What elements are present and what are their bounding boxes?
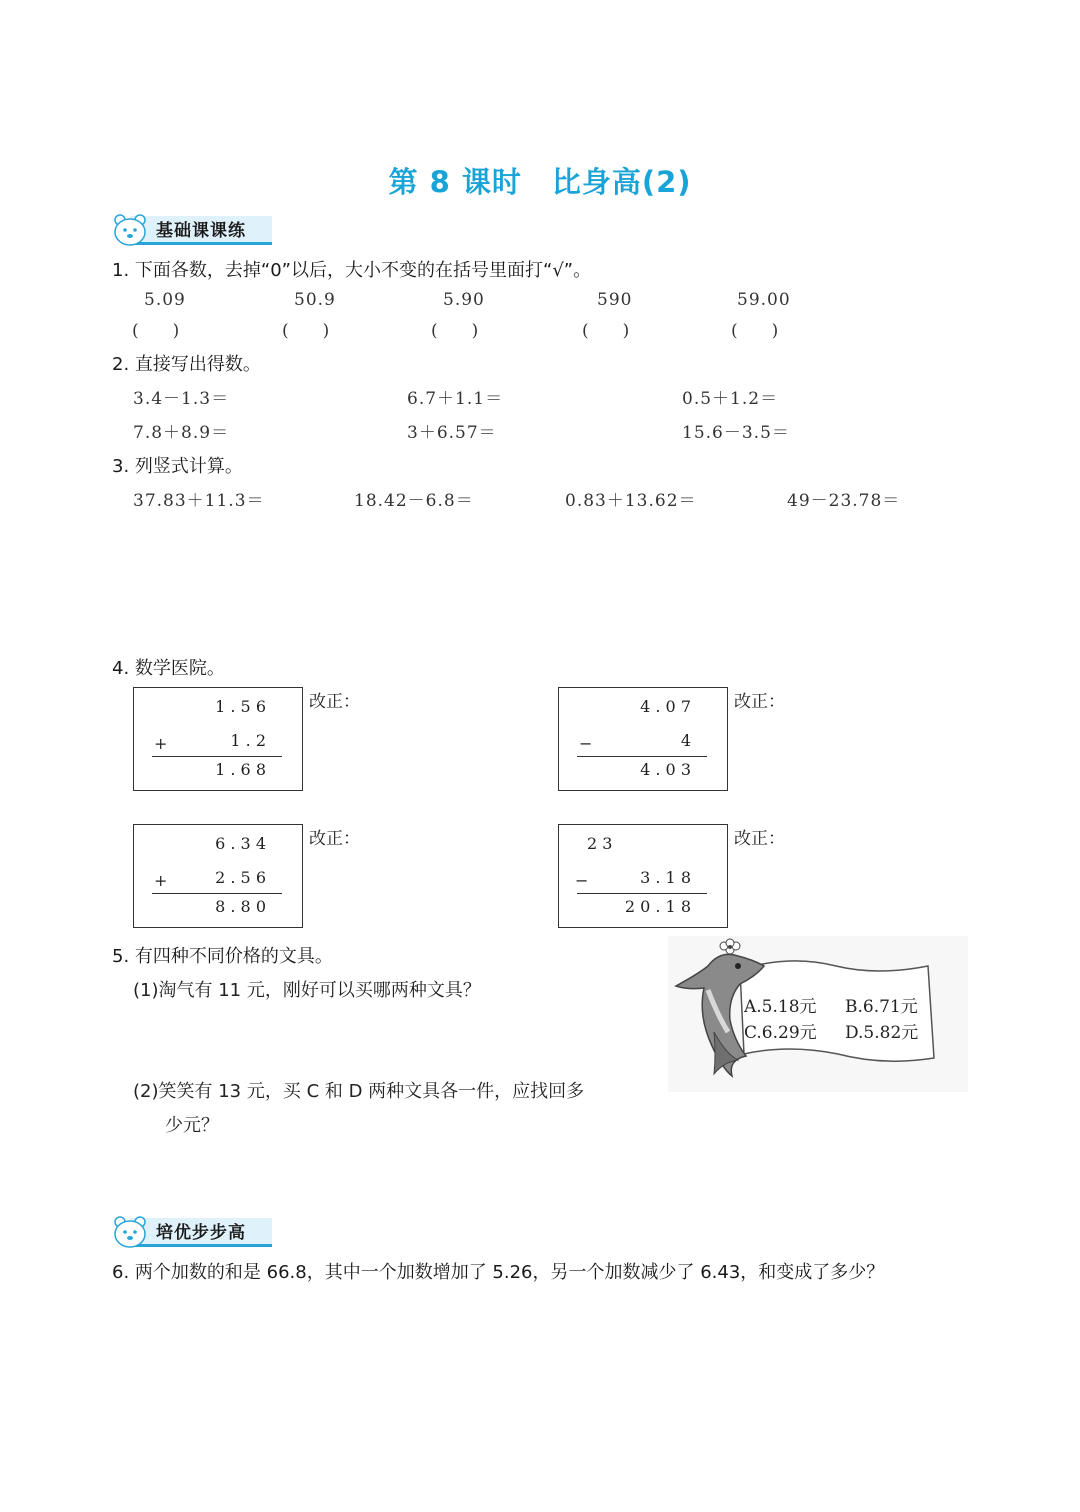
dolphin-illustration [668, 936, 968, 1092]
q2-expression: 3.4－1.3＝ [133, 389, 230, 409]
question-1: 1. 下面各数，去掉“0”以后，大小不变的在括号里面打“√”。 [112, 260, 592, 281]
q3-expression: 37.83＋11.3＝ [133, 491, 265, 511]
price-label-c: C.6.29元 [744, 1023, 817, 1043]
q1-number: 5.90 [443, 290, 485, 310]
calc-middle: 3 . 1 8 [640, 868, 691, 887]
question-2: 2. 直接写出得数。 [112, 354, 261, 375]
calc-result: 1 . 6 8 [215, 760, 266, 779]
price-label-b: B.6.71元 [845, 997, 918, 1017]
calc-operator: − [575, 871, 589, 890]
section-label: 基础课课练 [156, 221, 246, 241]
q2-expression: 3＋6.57＝ [407, 423, 497, 443]
q2-expression: 7.8＋8.9＝ [133, 423, 230, 443]
calc-box-4 [558, 824, 728, 928]
correction-label: 改正： [309, 829, 360, 849]
calc-result: 2 0 . 1 8 [624, 897, 691, 916]
calc-middle: 4 [680, 731, 691, 750]
calc-box-3 [133, 824, 303, 928]
calc-top: 6 . 3 4 [215, 834, 266, 853]
question-4: 4. 数学医院。 [112, 658, 225, 679]
question-3: 3. 列竖式计算。 [112, 456, 243, 477]
q2-expression: 15.6－3.5＝ [682, 423, 790, 443]
answer-paren[interactable]: ( ) [132, 321, 180, 341]
question-6: 6. 两个加数的和是 66.8，其中一个加数增加了 5.26，另一个加数减少了 6.43，和变成了多少？ [112, 1262, 885, 1283]
q3-expression: 49－23.78＝ [787, 491, 901, 511]
calc-operator: − [579, 734, 593, 753]
calc-top: 4 . 0 7 [640, 697, 691, 716]
q2-expression: 0.5＋1.2＝ [682, 389, 779, 409]
question-5: 5. 有四种不同价格的文具。 [112, 946, 333, 967]
q5-sub-2-cont: 少元？ [165, 1115, 219, 1136]
calc-middle: 2 . 5 6 [215, 868, 266, 887]
q3-expression: 18.42－6.8＝ [354, 491, 474, 511]
page-title: 第 8 课时 比身高(2) [388, 165, 692, 199]
calc-result: 8 . 8 0 [215, 897, 266, 916]
q2-expression: 6.7＋1.1＝ [407, 389, 504, 409]
section-badge-advanced [112, 1214, 272, 1248]
answer-paren[interactable]: ( ) [731, 321, 779, 341]
q5-sub-1: (1)淘气有 11 元，刚好可以买哪两种文具？ [133, 980, 481, 1001]
answer-paren[interactable]: ( ) [282, 321, 330, 341]
calc-result: 4 . 0 3 [640, 760, 691, 779]
q1-number: 5.09 [144, 290, 186, 310]
calc-box-2 [558, 687, 728, 791]
calc-middle: 1 . 2 [230, 731, 266, 750]
bear-icon [112, 1214, 148, 1248]
section-badge-basic [112, 212, 272, 246]
q3-expression: 0.83＋13.62＝ [565, 491, 697, 511]
price-label-d: D.5.82元 [845, 1023, 919, 1043]
correction-label: 改正： [734, 692, 785, 712]
q1-number: 59.00 [737, 290, 791, 310]
correction-label: 改正： [734, 829, 785, 849]
answer-paren[interactable]: ( ) [431, 321, 479, 341]
price-label-a: A.5.18元 [744, 997, 817, 1017]
q1-number: 590 [597, 290, 633, 310]
section-label: 培优步步高 [156, 1223, 246, 1243]
q1-number: 50.9 [294, 290, 336, 310]
q5-sub-2: (2)笑笑有 13 元，买 C 和 D 两种文具各一件，应找回多 [133, 1081, 585, 1102]
answer-paren[interactable]: ( ) [582, 321, 630, 341]
calc-box-1 [133, 687, 303, 791]
calc-top: 1 . 5 6 [215, 697, 266, 716]
correction-label: 改正： [309, 692, 360, 712]
calc-operator: + [154, 871, 168, 890]
calc-operator: + [154, 734, 168, 753]
calc-top: 2 3 [587, 834, 613, 853]
bear-icon [112, 212, 148, 246]
